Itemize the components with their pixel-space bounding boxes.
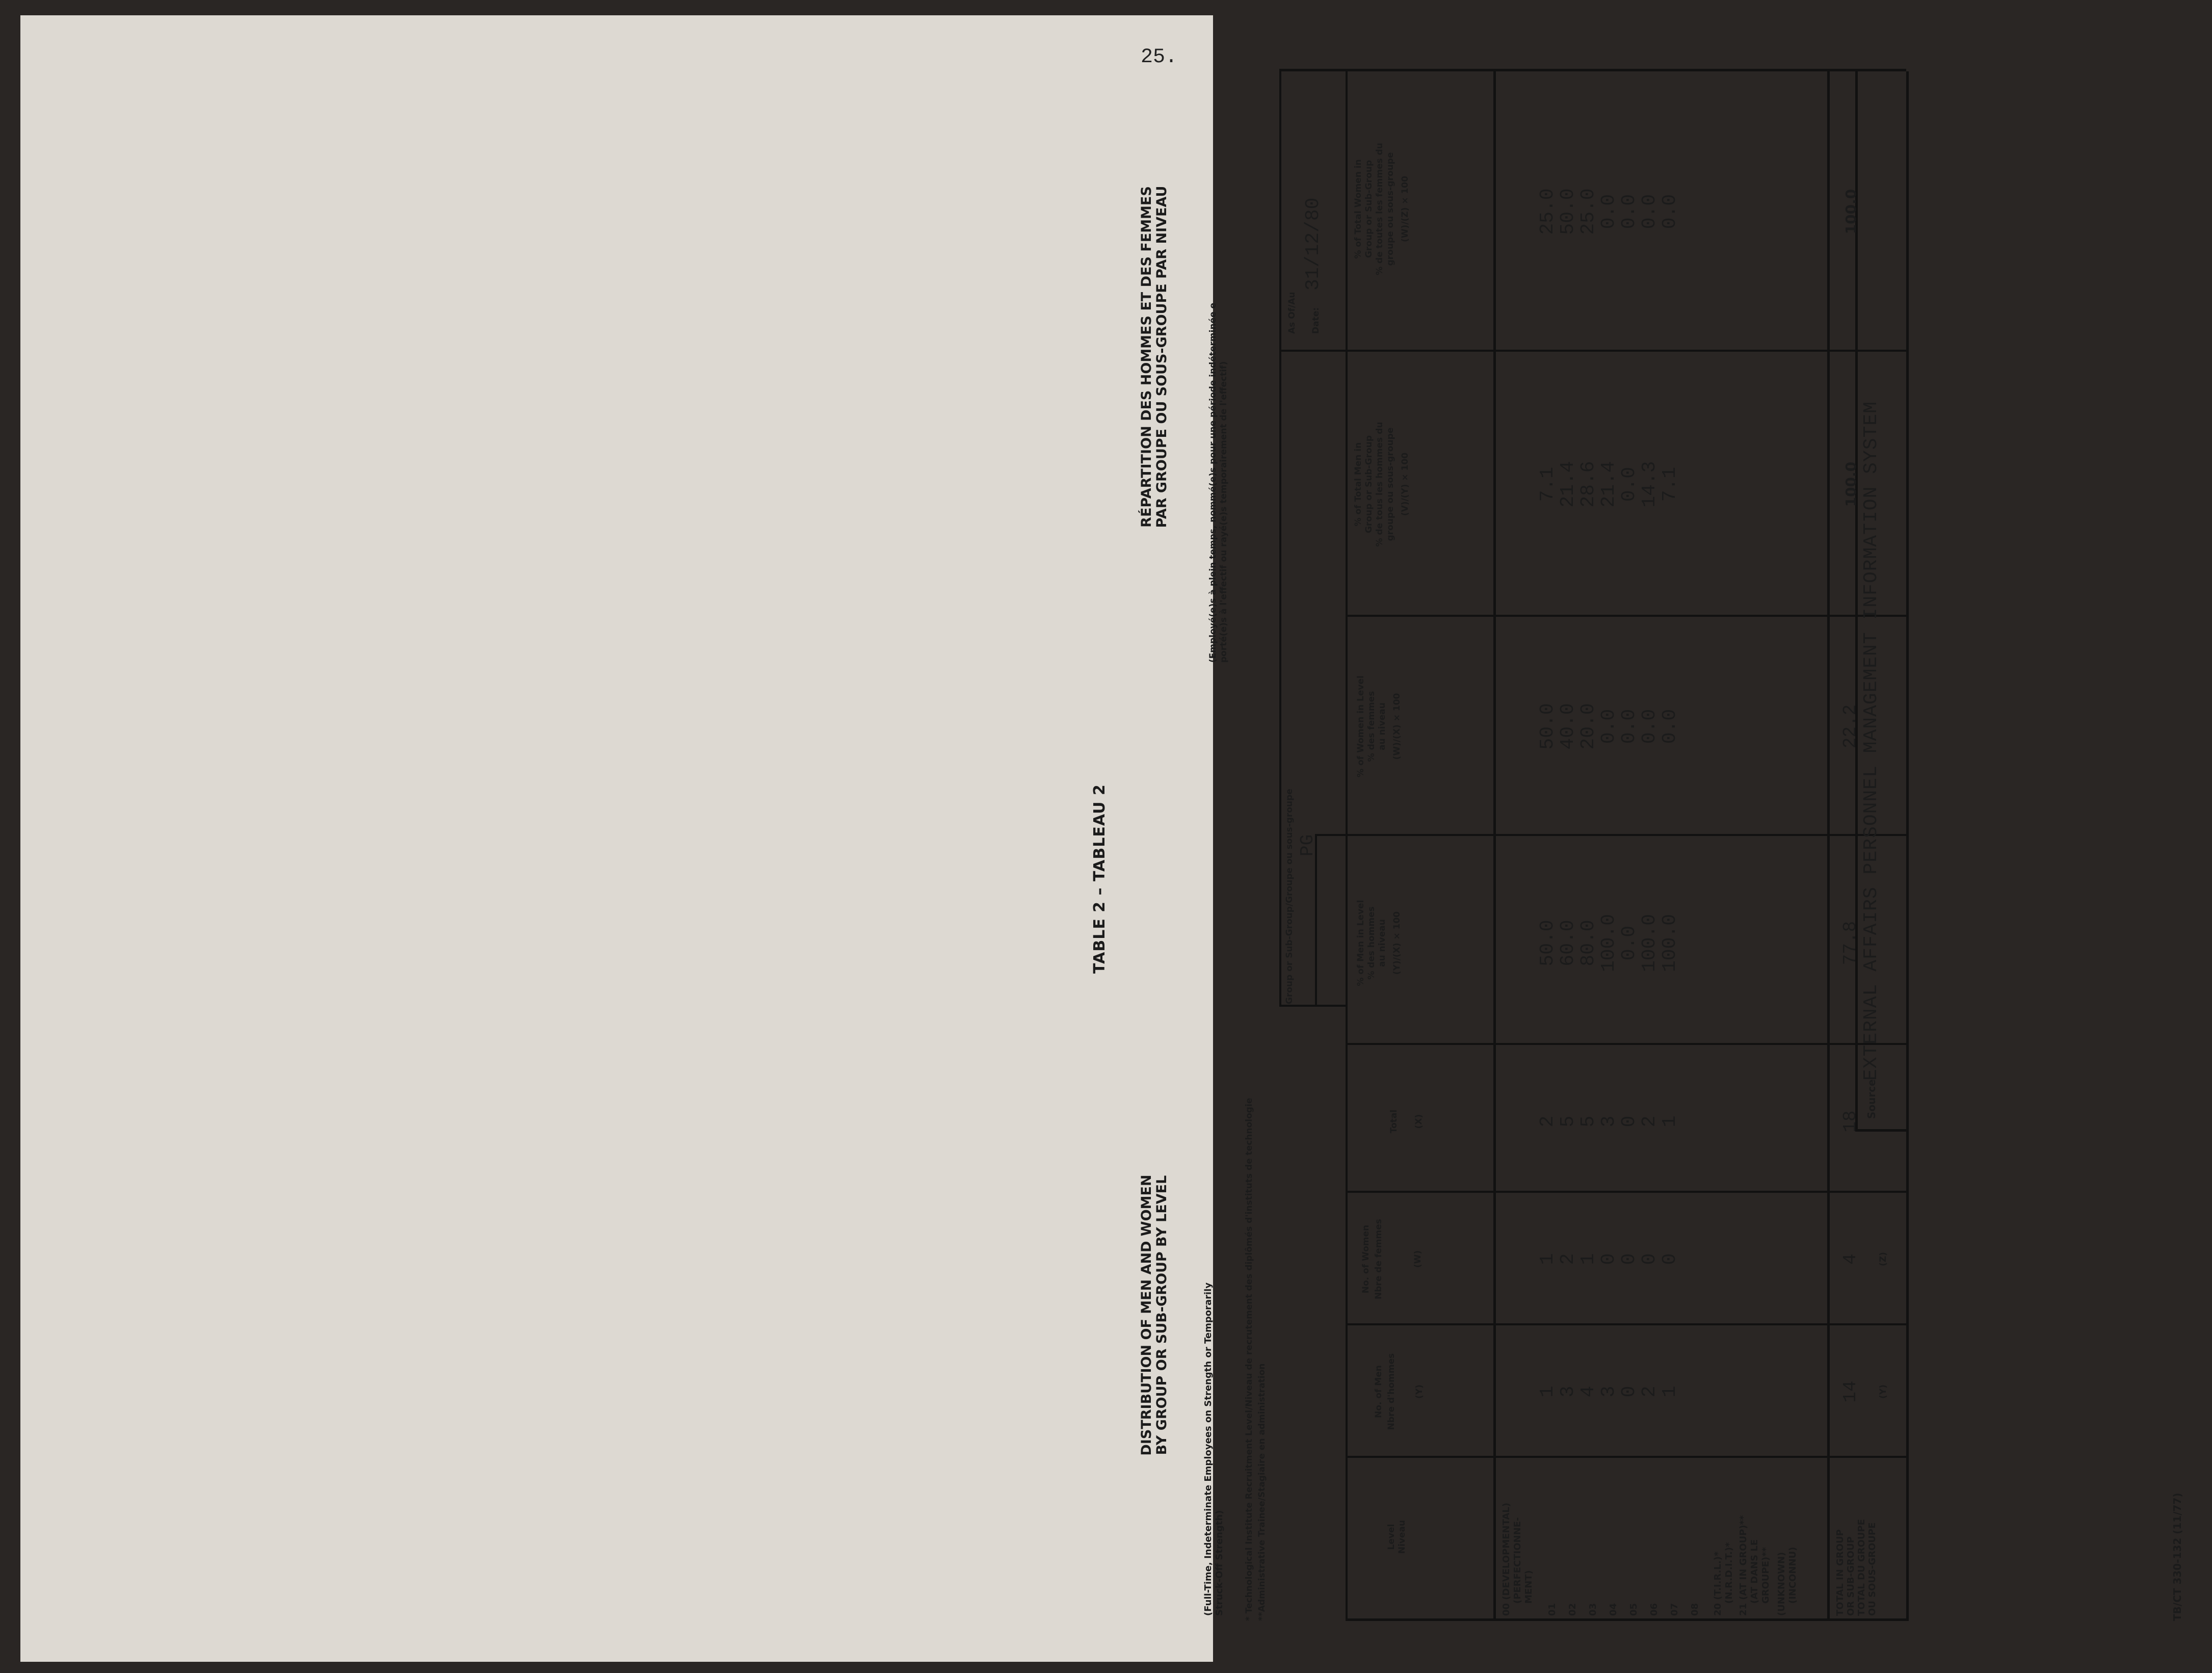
col-pct-women-group-header	[1353, 71, 1411, 347]
total-pct-women-group: 100.0	[1842, 189, 1859, 234]
note-en-line-2: Struck-Off Strength)	[1214, 1510, 1225, 1616]
cell-total: 3	[1598, 1115, 1620, 1128]
col-men-en: No. of Men	[1374, 1365, 1384, 1418]
col-women-header	[1361, 1193, 1424, 1325]
group-value-top	[1315, 836, 1317, 1007]
pct-men-group-fr-1: % de tous les hommes du	[1375, 422, 1385, 547]
pct-women-level-fr-1: % des femmes	[1366, 691, 1377, 762]
pct-women-group-fr-2: groupe ou sous-groupe	[1385, 152, 1395, 266]
cell-women: 0	[1618, 1253, 1640, 1265]
level-code: 07	[1669, 1603, 1680, 1616]
col-pct-women-level-header	[1356, 617, 1403, 836]
cell-pct-women-group: 25.0	[1577, 188, 1599, 235]
level-code: 05	[1628, 1603, 1639, 1616]
cell-pct-women-level: 0.0	[1659, 709, 1681, 744]
totals-label-2: OR SUB-GROUP	[1846, 1536, 1856, 1616]
level-label	[1649, 1463, 1660, 1616]
col-pct-men-level-header	[1356, 846, 1403, 1040]
total-men: 14	[1840, 1380, 1861, 1403]
level-label	[1690, 1463, 1701, 1616]
cell-women: 0	[1598, 1253, 1620, 1265]
level-sub-label: (INCONNU)	[1787, 1547, 1798, 1604]
level-label	[1588, 1463, 1599, 1616]
col-level-fr: Niveau	[1397, 1520, 1407, 1554]
cell-pct-men-level: 60.0	[1557, 920, 1579, 966]
level-code: 00 (DEVELOPMENTAL)	[1501, 1502, 1512, 1616]
pct-women-group-en-2: Group or Sub-Group	[1364, 160, 1374, 258]
cell-men: 2	[1639, 1386, 1661, 1398]
cell-women: 0	[1639, 1253, 1661, 1265]
total-pct-men-level: 77.8	[1840, 921, 1861, 965]
form-number: TB/CT 330-132 (11/77)	[2171, 1493, 2183, 1621]
level-code: 03	[1588, 1603, 1598, 1616]
level-code: 04	[1608, 1603, 1619, 1616]
note-en-line-1: (Full-Time, Indeterminate Employees on Strength or Temporarily	[1203, 1282, 1214, 1616]
cell-total: 5	[1577, 1115, 1599, 1128]
cell-pct-women-group: 25.0	[1537, 188, 1559, 235]
cell-total: 2	[1537, 1115, 1559, 1128]
col-pct-men-group-header	[1353, 352, 1411, 617]
totals-label-1: TOTAL IN GROUP	[1835, 1529, 1846, 1616]
scanned-page	[20, 15, 1213, 1662]
source-value: EXTERNAL AFFAIRS PERSONNEL MANAGEMENT INFORMATION SYSTEM	[1860, 401, 1882, 1081]
table-left-border	[1346, 1618, 1906, 1621]
level-label	[1628, 1463, 1640, 1616]
header-bottom-rule	[1493, 71, 1496, 1621]
cell-pct-men-group: 14.3	[1639, 461, 1661, 508]
level-code: (UNKNOWN)	[1776, 1552, 1787, 1616]
title-fr-line-2: PAR GROUPE OU SOUS-GROUPE PAR NIVEAU	[1154, 186, 1170, 528]
rotated-table-page	[1091, 41, 2212, 1621]
pct-men-group-en-1: % of Total Men in	[1353, 442, 1363, 527]
cell-men: 1	[1659, 1386, 1681, 1398]
title-en-line-2: BY GROUP OR SUB-GROUP BY LEVEL	[1154, 1175, 1170, 1455]
pct-women-group-fr-1: % de toutes les femmes du	[1375, 143, 1385, 275]
totals-label-4: OU SOUS-GROUPE	[1867, 1522, 1878, 1616]
pct-men-group-fr-2: groupe ou sous-groupe	[1385, 427, 1395, 541]
source-box-left	[1855, 1129, 1906, 1132]
pct-women-level-fr-2: au niveau	[1377, 702, 1387, 750]
cell-pct-women-level: 40.0	[1557, 703, 1579, 750]
table-top-border	[1346, 71, 1348, 1621]
cell-women: 2	[1557, 1253, 1579, 1265]
group-value-right	[1315, 834, 1346, 836]
cell-pct-men-group: 21.4	[1557, 461, 1579, 508]
level-code: 02	[1567, 1603, 1578, 1616]
note-fr-line-2: porté(e)s à l'effectif ou rayé(e)s temporairement de l'effectif)	[1219, 361, 1229, 663]
pct-men-level-fr-1: % des hommes	[1366, 906, 1377, 980]
totals-top-rule	[1827, 71, 1830, 1621]
level-label	[1738, 1463, 1772, 1616]
cell-men: 4	[1577, 1386, 1599, 1398]
level-code: 06	[1649, 1603, 1660, 1616]
level-sub-label: (N.R.D.I.T.)*	[1724, 1542, 1734, 1604]
totals-label-3: TOTAL DU GROUPE	[1856, 1519, 1867, 1616]
cell-pct-men-group: 7.1	[1537, 466, 1559, 502]
total-women-code: (Z)	[1878, 1252, 1888, 1266]
total-women: 4	[1840, 1253, 1861, 1265]
cell-pct-men-group: 28.6	[1577, 461, 1599, 508]
total-pct-men-group: 100.0	[1842, 461, 1859, 507]
source-box-bottom	[1906, 71, 1909, 1132]
col-level-en: Level	[1386, 1524, 1397, 1550]
level-sub-label: GROUPE)**	[1760, 1547, 1771, 1604]
cell-women: 0	[1659, 1253, 1681, 1265]
pct-men-level-formula: (Y)/(X) × 100	[1392, 911, 1402, 975]
col-level-header	[1386, 1458, 1408, 1616]
title-fr-line-1: RÉPARTITION DES HOMMES ET DES FEMMES	[1139, 186, 1154, 528]
cell-pct-men-group: 0.0	[1618, 466, 1640, 502]
totals-label	[1835, 1463, 1878, 1616]
level-label	[1547, 1463, 1558, 1616]
level-code: 01	[1547, 1603, 1558, 1616]
col-men-code: (Y)	[1414, 1384, 1425, 1399]
as-of-date: 31/12/80	[1302, 197, 1324, 291]
col-total-header	[1389, 1050, 1425, 1193]
level-code: 21 (AT IN GROUP)**	[1738, 1515, 1749, 1616]
pct-women-level-en: % of Women in Level	[1356, 675, 1366, 777]
col-women-code: (W)	[1413, 1250, 1423, 1268]
total-all: 18	[1840, 1110, 1861, 1133]
cell-pct-women-level: 50.0	[1537, 703, 1559, 750]
cell-pct-women-group: 50.0	[1557, 188, 1579, 235]
note-fr-line-1: (Employé(e)s à plein temps, nommé(e)s pour une période indéterminée e	[1208, 302, 1218, 663]
pct-men-group-formula: (V)/(Y) × 100	[1400, 452, 1410, 516]
level-sub-label: MENT)	[1523, 1570, 1534, 1604]
source-label: Source	[1865, 1079, 1878, 1119]
col-women-fr: Nbre de femmes	[1374, 1219, 1384, 1299]
title-en-line-1: DISTRIBUTION OF MEN AND WOMEN	[1139, 1174, 1154, 1456]
level-label	[1567, 1463, 1578, 1616]
pct-women-group-en-1: % of Total Women in	[1353, 159, 1363, 259]
cell-pct-men-level: 80.0	[1577, 920, 1599, 966]
pct-men-level-fr-2: au niveau	[1377, 919, 1387, 967]
total-pct-women-level: 22.2	[1840, 704, 1861, 749]
level-code: 20 (T.I.R.L.)*	[1713, 1551, 1723, 1616]
total-men-code: (Y)	[1878, 1384, 1888, 1399]
cell-women: 1	[1577, 1253, 1599, 1265]
level-sub-label: (PERFECTIONNE-	[1512, 1517, 1523, 1604]
footnote-administrative-trainee: **Administrative Trainee/Stagiaire en administration	[1257, 1363, 1267, 1621]
as-of-label: As Of/Au	[1287, 292, 1297, 334]
cell-pct-women-group: 0.0	[1598, 194, 1620, 229]
cell-total: 1	[1659, 1115, 1681, 1128]
cell-pct-women-group: 0.0	[1618, 194, 1640, 229]
group-box-left	[1279, 1005, 1346, 1007]
page-number: 25.	[1140, 46, 1177, 69]
group-header-label: Group or Sub-Group/Groupe ou sous-groupe	[1284, 789, 1295, 1004]
pct-men-group-en-2: Group or Sub-Group	[1364, 435, 1374, 534]
pct-women-level-formula: (W)/(X) × 100	[1392, 693, 1402, 760]
col-men-header	[1374, 1325, 1425, 1458]
cell-pct-women-group: 0.0	[1639, 194, 1661, 229]
pct-men-level-en: % of Men in Level	[1356, 900, 1366, 986]
col-women-en: No. of Women	[1361, 1224, 1371, 1294]
level-label	[1713, 1463, 1735, 1616]
cell-pct-men-level: 100.0	[1659, 913, 1681, 973]
date-box-left	[1279, 350, 1346, 352]
cell-pct-men-group: 21.4	[1598, 461, 1620, 508]
cell-total: 0	[1618, 1115, 1640, 1128]
footnote-technological-institute: * Technological Institute Recruitment Level/Niveau de recrutement des diplômés d'instituts de technologie	[1244, 1097, 1254, 1621]
cell-pct-men-level: 100.0	[1639, 913, 1661, 973]
table-caption: TABLE 2 – TABLEAU 2	[1091, 784, 1109, 974]
cell-men: 3	[1557, 1386, 1579, 1398]
cell-total: 2	[1639, 1115, 1661, 1128]
cell-men: 0	[1618, 1386, 1640, 1398]
level-label	[1776, 1463, 1799, 1616]
date-label: Date:	[1311, 307, 1321, 334]
cell-pct-women-level: 0.0	[1639, 709, 1661, 744]
level-label	[1608, 1463, 1619, 1616]
level-sub-label: (AT DANS LE	[1749, 1539, 1760, 1604]
level-label	[1669, 1463, 1680, 1616]
cell-pct-women-group: 0.0	[1659, 194, 1681, 229]
pct-women-group-formula: (W)/(Z) × 100	[1400, 176, 1410, 242]
cell-women: 1	[1537, 1253, 1559, 1265]
cell-pct-men-level: 0.0	[1618, 925, 1640, 961]
cell-pct-women-level: 0.0	[1598, 709, 1620, 744]
level-code: 08	[1690, 1603, 1700, 1616]
cell-pct-men-group: 7.1	[1659, 466, 1681, 502]
col-total-code: (X)	[1414, 1114, 1424, 1129]
cell-total: 5	[1557, 1115, 1579, 1128]
col-total-label: Total	[1389, 1109, 1399, 1134]
cell-men: 1	[1537, 1386, 1559, 1398]
col-men-fr: Nbre d'hommes	[1386, 1353, 1397, 1430]
level-label	[1501, 1463, 1535, 1616]
cell-pct-women-level: 0.0	[1618, 709, 1640, 744]
cell-pct-men-level: 100.0	[1598, 913, 1620, 973]
cell-pct-men-level: 50.0	[1537, 920, 1559, 966]
group-value: PG	[1297, 834, 1318, 856]
cell-pct-women-level: 20.0	[1577, 703, 1599, 750]
cell-men: 3	[1598, 1386, 1620, 1398]
header-box-top	[1279, 71, 1281, 1007]
